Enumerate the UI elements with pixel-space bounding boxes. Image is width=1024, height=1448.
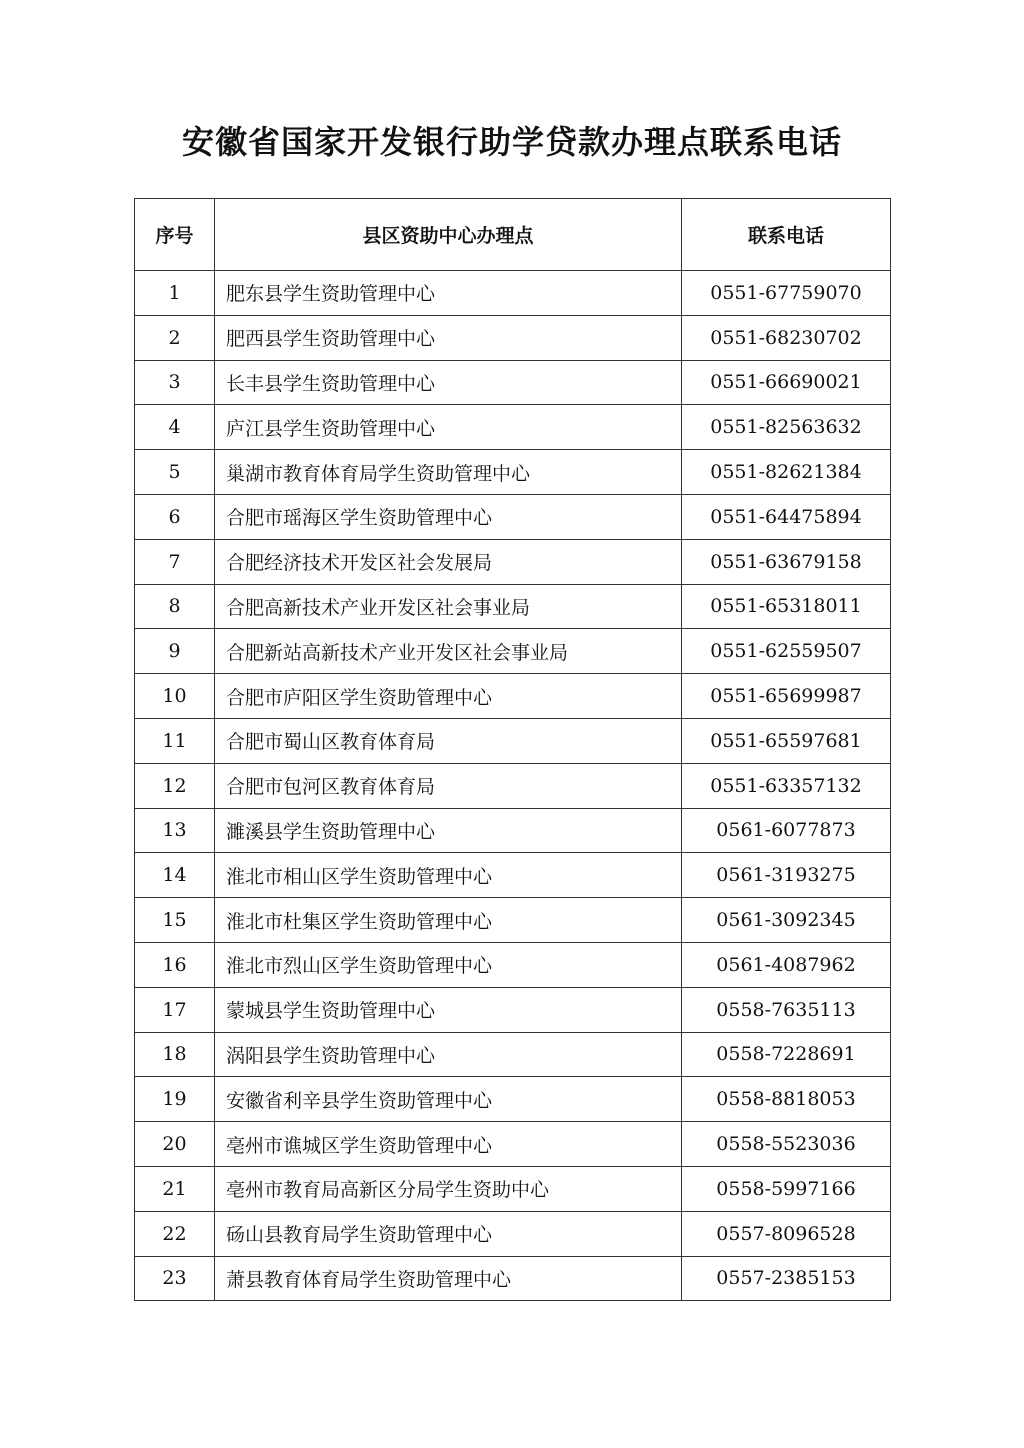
phone-number: 0558-8818053 [682,1077,891,1122]
phone-number: 0551-63357132 [682,763,891,808]
phone-number: 0561-3193275 [682,853,891,898]
phone-number: 0551-66690021 [682,360,891,405]
phone-number: 0551-82621384 [682,450,891,495]
table-row [135,674,891,719]
table-row [135,987,891,1032]
office-name: 安徽省利辛县学生资助管理中心 [215,1077,682,1122]
office-name: 涡阳县学生资助管理中心 [215,1032,682,1077]
row-number: 6 [135,494,215,539]
phone-number: 0561-4087962 [682,942,891,987]
table-row [135,898,891,943]
table-row [135,942,891,987]
office-name: 巢湖市教育体育局学生资助管理中心 [215,450,682,495]
row-number: 23 [135,1256,215,1301]
phone-number: 0551-65699987 [682,674,891,719]
row-number: 16 [135,942,215,987]
row-number: 2 [135,315,215,360]
table-row [135,494,891,539]
header-phone: 联系电话 [682,199,891,271]
office-name: 淮北市相山区学生资助管理中心 [215,853,682,898]
table-row [135,1211,891,1256]
table-row [135,1166,891,1211]
office-name: 合肥市包河区教育体育局 [215,763,682,808]
row-number: 20 [135,1122,215,1167]
row-number: 12 [135,763,215,808]
office-name: 庐江县学生资助管理中心 [215,405,682,450]
table-row [135,1077,891,1122]
office-name: 亳州市教育局高新区分局学生资助中心 [215,1166,682,1211]
header-row [135,199,891,271]
table-row [135,315,891,360]
row-number: 18 [135,1032,215,1077]
phone-number: 0558-7635113 [682,987,891,1032]
row-number: 19 [135,1077,215,1122]
table-row [135,1256,891,1301]
office-name: 濉溪县学生资助管理中心 [215,808,682,853]
phone-number: 0551-65597681 [682,718,891,763]
row-number: 17 [135,987,215,1032]
phone-number: 0561-3092345 [682,898,891,943]
header-name: 县区资助中心办理点 [215,199,682,271]
table-row [135,405,891,450]
phone-number: 0557-2385153 [682,1256,891,1301]
phone-number: 0561-6077873 [682,808,891,853]
table-row [135,584,891,629]
office-name: 合肥市庐阳区学生资助管理中心 [215,674,682,719]
row-number: 4 [135,405,215,450]
phone-number: 0551-68230702 [682,315,891,360]
row-number: 22 [135,1211,215,1256]
office-name: 合肥市蜀山区教育体育局 [215,718,682,763]
row-number: 3 [135,360,215,405]
row-number: 8 [135,584,215,629]
table-header [135,199,891,271]
row-number: 5 [135,450,215,495]
table-row [135,853,891,898]
phone-number: 0558-5997166 [682,1166,891,1211]
office-name: 合肥高新技术产业开发区社会事业局 [215,584,682,629]
row-number: 9 [135,629,215,674]
table-row [135,763,891,808]
table-row [135,1032,891,1077]
phone-number: 0557-8096528 [682,1211,891,1256]
table-row [135,808,891,853]
table-row [135,271,891,316]
table-row [135,539,891,584]
row-number: 1 [135,271,215,316]
office-name: 蒙城县学生资助管理中心 [215,987,682,1032]
office-name: 淮北市杜集区学生资助管理中心 [215,898,682,943]
office-name: 肥东县学生资助管理中心 [215,271,682,316]
header-no: 序号 [135,199,215,271]
row-number: 21 [135,1166,215,1211]
contact-table [134,198,891,1301]
row-number: 11 [135,718,215,763]
table-row [135,1122,891,1167]
document-title: 安徽省国家开发银行助学贷款办理点联系电话 [181,123,842,161]
row-number: 13 [135,808,215,853]
phone-number: 0551-64475894 [682,494,891,539]
row-number: 10 [135,674,215,719]
office-name: 砀山县教育局学生资助管理中心 [215,1211,682,1256]
table-row [135,718,891,763]
office-name: 合肥经济技术开发区社会发展局 [215,539,682,584]
office-name: 淮北市烈山区学生资助管理中心 [215,942,682,987]
table-body [135,271,891,1301]
phone-number: 0551-67759070 [682,271,891,316]
row-number: 14 [135,853,215,898]
office-name: 萧县教育体育局学生资助管理中心 [215,1256,682,1301]
phone-number: 0558-5523036 [682,1122,891,1167]
phone-number: 0551-62559507 [682,629,891,674]
table-row [135,450,891,495]
office-name: 长丰县学生资助管理中心 [215,360,682,405]
row-number: 15 [135,898,215,943]
office-name: 合肥市瑶海区学生资助管理中心 [215,494,682,539]
phone-number: 0551-82563632 [682,405,891,450]
phone-number: 0558-7228691 [682,1032,891,1077]
row-number: 7 [135,539,215,584]
office-name: 合肥新站高新技术产业开发区社会事业局 [215,629,682,674]
table-row [135,360,891,405]
office-name: 肥西县学生资助管理中心 [215,315,682,360]
table-row [135,629,891,674]
phone-number: 0551-65318011 [682,584,891,629]
phone-number: 0551-63679158 [682,539,891,584]
office-name: 亳州市谯城区学生资助管理中心 [215,1122,682,1167]
